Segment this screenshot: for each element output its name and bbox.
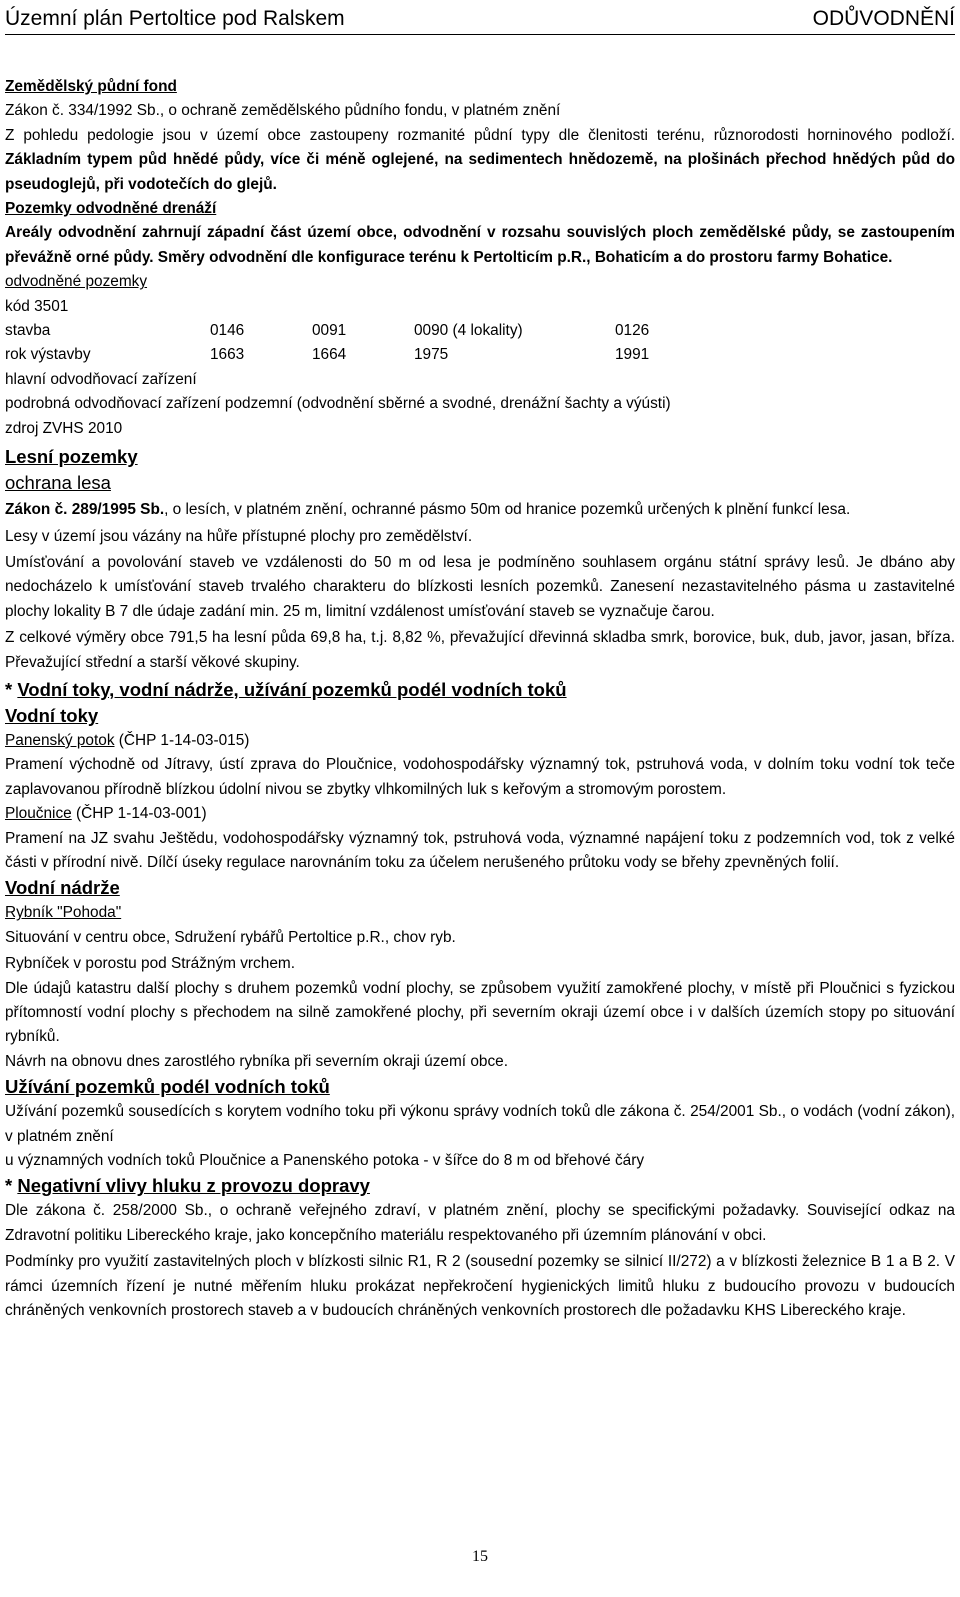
stream-1-text: Pramení východně od Jítravy, ústí zprava do Ploučnice, vodohospodářsky významný tok, pstruhová voda, v dolním toku vodní tok teče zaplavovanou přírodně blízkou údolní nivou se zbytky vlhkomilných luk s keřovým a stromovým porostem. xyxy=(5,756,955,798)
stream-2-text: Pramení na JZ svahu Ještědu, vodohospodářsky významný tok, pstruhová voda, významné napájení toku z podzemních vod, tok z velké části v přírodní nivě. Dílčí úseky regulace narovnáním toku za účelem nerušeného průtoku vody se břehy zpevněných folií. xyxy=(5,829,955,871)
forest-paragraph-2: Lesy v území jsou vázány na hůře přístupné plochy pro zemědělství. xyxy=(5,527,473,545)
table-cell: 0091 xyxy=(312,322,347,340)
drainage-table-row xyxy=(5,319,955,343)
zpf-heading: Zemědělský půdní fond xyxy=(5,78,177,95)
zpf-law: Zákon č. 334/1992 Sb., o ochraně zemědělského půdního fondu, v platném znění xyxy=(5,102,561,120)
stream-1-name: Panenský potok xyxy=(5,731,115,749)
drainage-code: kód 3501 xyxy=(5,297,69,315)
stream-2-title xyxy=(5,802,955,826)
table-cell: 1991 xyxy=(615,346,650,364)
main-drainage: hlavní odvodňovací zařízení xyxy=(5,370,197,388)
noise-section-heading xyxy=(5,1173,955,1199)
forest-paragraph-3: Umísťování a povolování staveb ve vzdálenosti do 50 m od lesa je podmíněno souhlasem orgánu státní správy lesů. Je dbáno aby nedocházelo k umísťování staveb trvalého charakteru do blízkosti lesních pozemků. Zanesení nezastavitelného pásma u zastavitelné plochy lokality B 7 dle údaje zadání min. 25 m, limitní vzdálenost umísťování staveb se vyznačuje čarou. xyxy=(5,553,955,620)
stream-2-name: Ploučnice xyxy=(5,805,72,823)
pond-paragraph-1: Situování v centru obce, Sdružení rybářů Pertoltice p.R., chov ryb. xyxy=(5,928,456,946)
stream-2-code: (ČHP 1-14-03-001) xyxy=(71,805,207,823)
page-header xyxy=(5,4,955,35)
section-star: * xyxy=(5,678,18,700)
drainage-heading: Pozemky odvodněné drenáží xyxy=(5,200,217,218)
stream-1-code: (ČHP 1-14-03-015) xyxy=(114,731,250,749)
streams-heading: Vodní toky xyxy=(5,704,99,726)
water-use-paragraph-2: u významných vodních toků Ploučnice a Panenského potoka - v šířce do 8 m od břehové čáry xyxy=(5,1152,645,1170)
pond-name: Rybník "Pohoda" xyxy=(5,904,122,922)
forest-heading: Lesní pozemky xyxy=(5,446,138,468)
water-heading: Vodní toky, vodní nádrže, užívání pozemků podél vodních toků xyxy=(17,678,567,700)
table-cell: 1664 xyxy=(312,346,347,364)
drainage-source: zdroj ZVHS 2010 xyxy=(5,419,123,437)
section-star: * xyxy=(5,1175,18,1197)
noise-heading: Negativní vlivy hluku z provozu dopravy xyxy=(17,1175,370,1197)
table-cell: 0126 xyxy=(615,322,650,340)
header-title: Územní plán Pertoltice pod Ralskem xyxy=(5,7,345,30)
table-cell: rok výstavby xyxy=(5,346,91,364)
noise-paragraph-2: Podmínky pro využití zastavitelných ploch v blízkosti silnic R1, R 2 (sousední pozemky se silnicí II/272) a v blízkosti železnice B 1 a B 2. V rámci územních řízení je nutné měřením hluku prokázat nepřekročení hygienických limitů hluku z budoucího provozu v budoucích chráněných venkovních prostorech staveb a v budoucích chráněných venkovních prostorech dle požadavku KHS Libereckého kraje. xyxy=(5,1253,955,1320)
drainage-table-row xyxy=(5,343,955,367)
pond-paragraph-4: Návrh na obnovu dnes zarostlého rybníka při severním okraji území obce. xyxy=(5,1052,509,1070)
table-cell: 0090 (4 lokality) xyxy=(414,322,523,340)
forest-subheading: ochrana lesa xyxy=(5,472,111,494)
forest-law-paragraph xyxy=(5,498,955,522)
forest-law-text: , o lesích, v platném znění, ochranné pásmo 50m od hranice pozemků určených k plnění funkcí lesa. xyxy=(164,501,851,519)
table-cell: 0146 xyxy=(210,322,245,340)
document-body xyxy=(5,75,955,1323)
drainage-paragraph: Areály odvodnění zahrnují západní část území obce, odvodnění v rozsahu souvislých ploch zemědělské půdy, se zastoupením převážně orné půdy. Směry odvodnění dle konfigurace terénu k Pertolticím p.R., Bohaticím a do prostoru farmy Bohatice. xyxy=(5,224,955,266)
water-section-heading xyxy=(5,677,955,703)
zpf-p1-bold: Základním typem půd hnědé půdy, více či méně oglejené, na sedimentech hnědozemě, na plošinách přechod hnědých půd do pseudoglejů, při vodotečích do glejů. xyxy=(5,151,955,193)
header-section: ODŮVODNĚNÍ xyxy=(812,7,955,30)
ponds-heading: Vodní nádrže xyxy=(5,877,120,899)
zpf-p1-normal: Z pohledu pedologie jsou v území obce zastoupeny rozmanité půdní typy dle členitosti terénu, různorodosti horninového podloží. xyxy=(5,126,955,144)
table-cell: stavba xyxy=(5,322,51,340)
forest-law: Zákon č. 289/1995 Sb. xyxy=(5,501,165,519)
pond-paragraph-2: Rybníček v porostu pod Strážným vrchem. xyxy=(5,955,295,973)
stream-1-title xyxy=(5,729,955,753)
noise-paragraph-1: Dle zákona č. 258/2000 Sb., o ochraně veřejného zdraví, v platném znění, plochy se specifickými požadavky. Související odkaz na Zdravotní politiku Libereckého kraje, jako koncepčního materiálu respektovaného při územním plánování v obci. xyxy=(5,1202,955,1244)
water-use-paragraph-1: Užívání pozemků sousedících s korytem vodního toku při výkonu správy vodních toků dle zákona č. 254/2001 Sb., o vodách (vodní zákon), v platném znění xyxy=(5,1103,955,1145)
water-use-heading: Užívání pozemků podél vodních toků xyxy=(5,1076,330,1098)
table-cell: 1975 xyxy=(414,346,449,364)
table-cell: 1663 xyxy=(210,346,245,364)
detail-drainage: podrobná odvodňovací zařízení podzemní (odvodnění sběrné a svodné, drenážní šachty a výústi) xyxy=(5,395,671,413)
pond-paragraph-3: Dle údajů katastru další plochy s druhem pozemků vodní plochy, se způsobem využití zamokřené plochy, v místě při Ploučnici s fyzickou přítomností vodní plochy s přechodem na silně zamokřené plochy, při severním okraji území obce i v dalších územích stopy po situování rybníků. xyxy=(5,979,955,1046)
zpf-paragraph xyxy=(5,124,955,197)
forest-paragraph-4: Z celkové výměry obce 791,5 ha lesní půda 69,8 ha, t.j. 8,82 %, převažující dřevinná skladba smrk, borovice, buk, dub, javor, jasan, bříza. Převažující střední a starší věkové skupiny. xyxy=(5,629,955,671)
drained-land-label: odvodněné pozemky xyxy=(5,273,148,291)
page-number: 15 xyxy=(472,1548,488,1565)
